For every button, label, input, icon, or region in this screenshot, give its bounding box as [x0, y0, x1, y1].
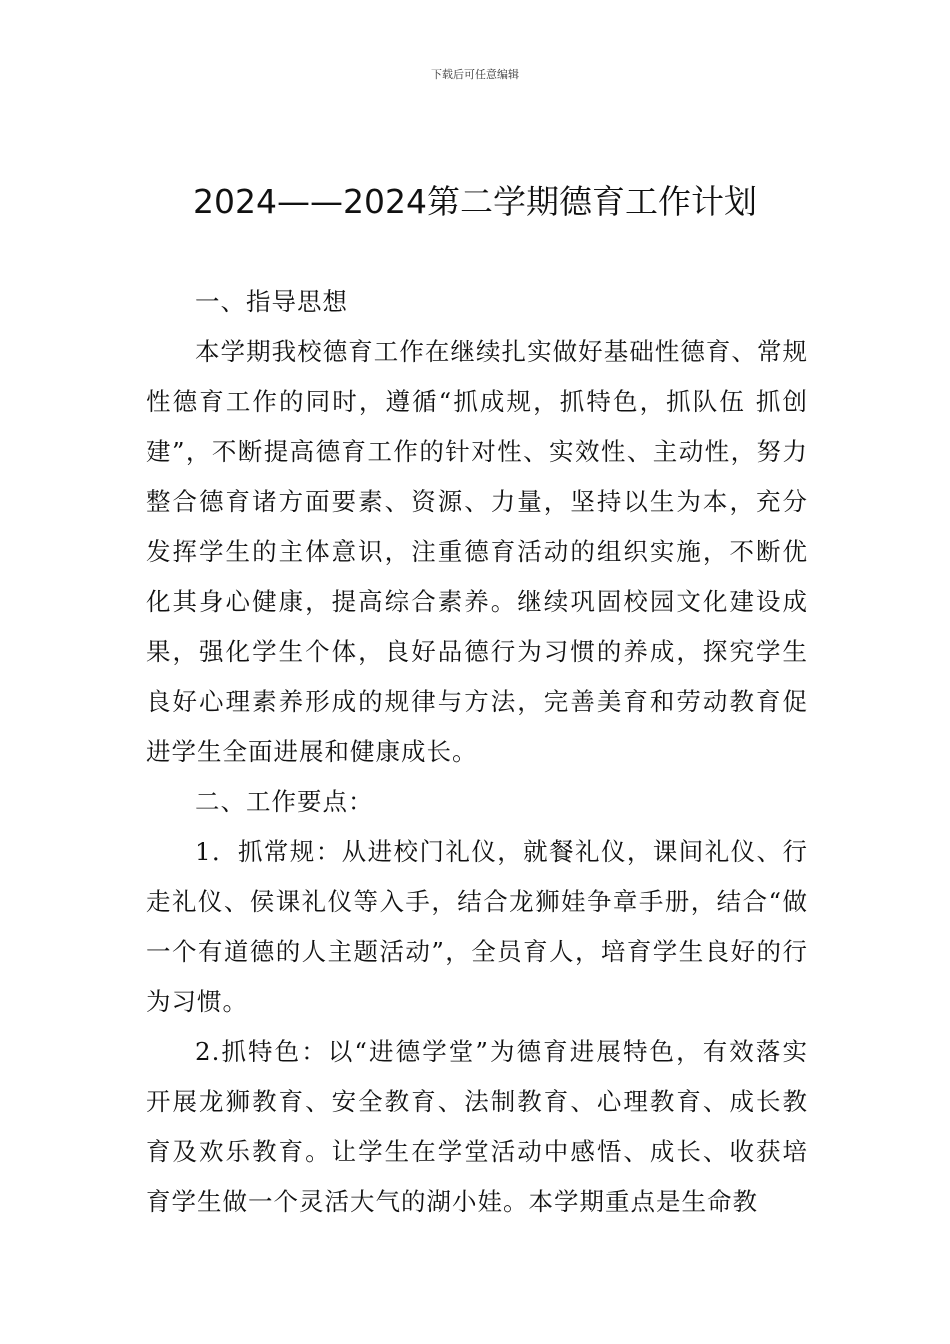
paragraph-features: 2.抓特色：以“进德学堂”为德育进展特色，有效落实开展龙狮教育、安全教育、法制教育、心理教育、成长教育及欢乐教育。让学生在学堂活动中感悟、成长、收获培育学生做一个灵活大气的湖小娃。本学期重点是生命教	[146, 1037, 808, 1216]
document-body	[146, 277, 808, 1227]
document-title: 2024——2024第二学期德育工作计划	[193, 182, 757, 221]
header-note: 下载后可任意编辑	[431, 68, 519, 81]
paragraph-routine: 1．抓常规：从进校门礼仪，就餐礼仪，课间礼仪、行走礼仪、侯课礼仪等入手，结合龙狮娃争章手册，结合“做一个有道德的人主题活动”，全员育人，培育学生良好的行为习惯。	[146, 837, 808, 1016]
section-heading-guiding-ideology: 一、指导思想	[195, 287, 348, 316]
paragraph-guiding-ideology: 本学期我校德育工作在继续扎实做好基础性德育、常规性德育工作的同时，遵循“抓成规，抓特色，抓队伍 抓创建”，不断提高德育工作的针对性、实效性、主动性，努力整合德育诸方面要素、资源、力量，坚持以生为本，充分发挥学生的主体意识，注重德育活动的组织实施，不断优化其身心健康，提高综合素养。继续巩固校园文化建设成果，强化学生个体，良好品德行为习惯的养成，探究学生良好心理素养形成的规律与方法，完善美育和劳动教育促进学生全面进展和健康成长。	[146, 337, 808, 766]
section-heading-work-points: 二、工作要点：	[195, 787, 374, 816]
